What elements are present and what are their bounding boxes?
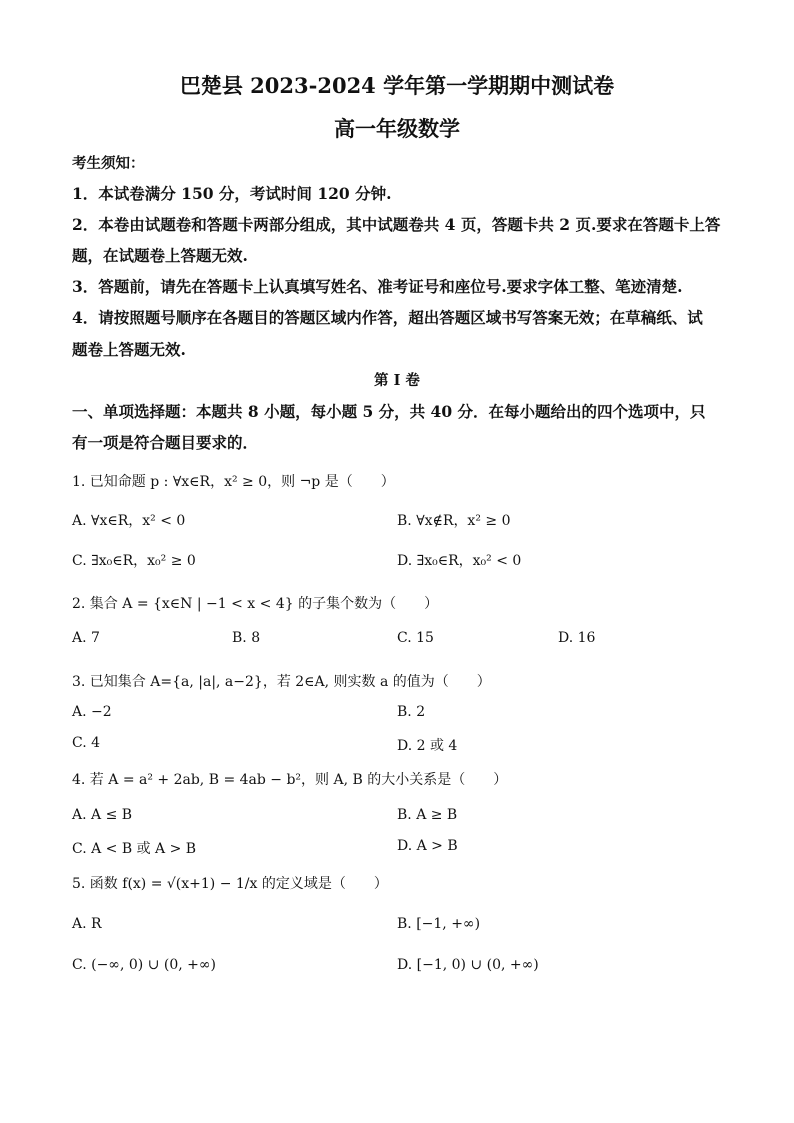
question-5-stem: 5. 函数 f(x) = √(x+1) − 1/x 的定义域是（ ）: [72, 876, 388, 892]
notice-item-4-line-2: 题卷上答题无效.: [72, 340, 186, 359]
question-4-option-a: A. A ≤ B: [72, 807, 133, 823]
question-5-option-d: D. [−1, 0) ∪ (0, +∞): [397, 957, 539, 973]
question-2-option-a: A. 7: [72, 630, 100, 646]
section-heading-line-2: 有一项是符合题目要求的．: [72, 433, 259, 452]
question-1-option-c: C. ∃x₀∈R，x₀² ≥ 0: [72, 553, 196, 569]
question-2-option-b: B. 8: [232, 630, 261, 646]
question-5-option-b: B. [−1, +∞): [397, 916, 481, 932]
question-2-stem: 2. 集合 A = {x∈N | −1 < x < 4} 的子集个数为（ ）: [72, 596, 439, 612]
notice-item-2-line-2: 题，在试题卷上答题无效.: [72, 246, 248, 265]
question-3-option-b: B. 2: [397, 704, 426, 720]
notice-item-3: 3．答题前，请先在答题卡上认真填写姓名、准考证号和座位号.要求字体工整、笔迹清楚.: [72, 277, 683, 296]
notice-item-2-line-1: 2．本卷由试题卷和答题卡两部分组成，其中试题卷共 4 页，答题卡共 2 页.要求在答题卡上答: [72, 215, 721, 234]
question-4-option-d: D. A > B: [397, 838, 458, 854]
exam-title: 巴楚县 2023-2024 学年第一学期期中测试卷: [179, 73, 615, 98]
question-5-option-c: C. (−∞, 0) ∪ (0, +∞): [72, 957, 216, 973]
question-3-option-c: C. 4: [72, 735, 101, 751]
question-1-option-d: D. ∃x₀∈R，x₀² < 0: [397, 553, 522, 569]
question-2-option-d: D. 16: [558, 630, 596, 646]
question-4-stem: 4. 若 A = a² + 2ab, B = 4ab − b²，则 A, B 的大小关系是（ ）: [72, 772, 508, 788]
section-heading-line-1: 一、单项选择题：本题共 8 小题，每小题 5 分，共 40 分．在每小题给出的四个选项中，只: [72, 402, 706, 421]
question-2-option-c: C. 15: [397, 630, 434, 646]
question-1-option-b: B. ∀x∉R，x² ≥ 0: [397, 513, 511, 529]
question-3-option-a: A. −2: [72, 704, 112, 720]
question-5-option-a: A. R: [72, 916, 102, 932]
question-3-option-d: D. 2 或 4: [397, 738, 458, 754]
exam-subtitle: 高一年级数学: [334, 116, 460, 141]
question-1-option-a: A. ∀x∈R，x² < 0: [72, 513, 186, 529]
volume-label: 第 I 卷: [374, 372, 420, 389]
notice-item-1: 1．本试卷满分 150 分，考试时间 120 分钟.: [72, 184, 392, 203]
notice-heading: 考生须知：: [72, 155, 145, 172]
question-4-option-b: B. A ≥ B: [397, 807, 458, 823]
question-4-option-c: C. A < B 或 A > B: [72, 841, 197, 857]
question-1-stem: 1. 已知命题 p : ∀x∈R，x² ≥ 0，则 ¬p 是（ ）: [72, 474, 395, 490]
notice-item-4-line-1: 4．请按照题号顺序在各题目的答题区域内作答，超出答题区域书写答案无效；在草稿纸、试: [72, 308, 703, 327]
question-3-stem: 3. 已知集合 A={a, |a|, a−2}，若 2∈A, 则实数 a 的值为（ ）: [72, 674, 491, 690]
